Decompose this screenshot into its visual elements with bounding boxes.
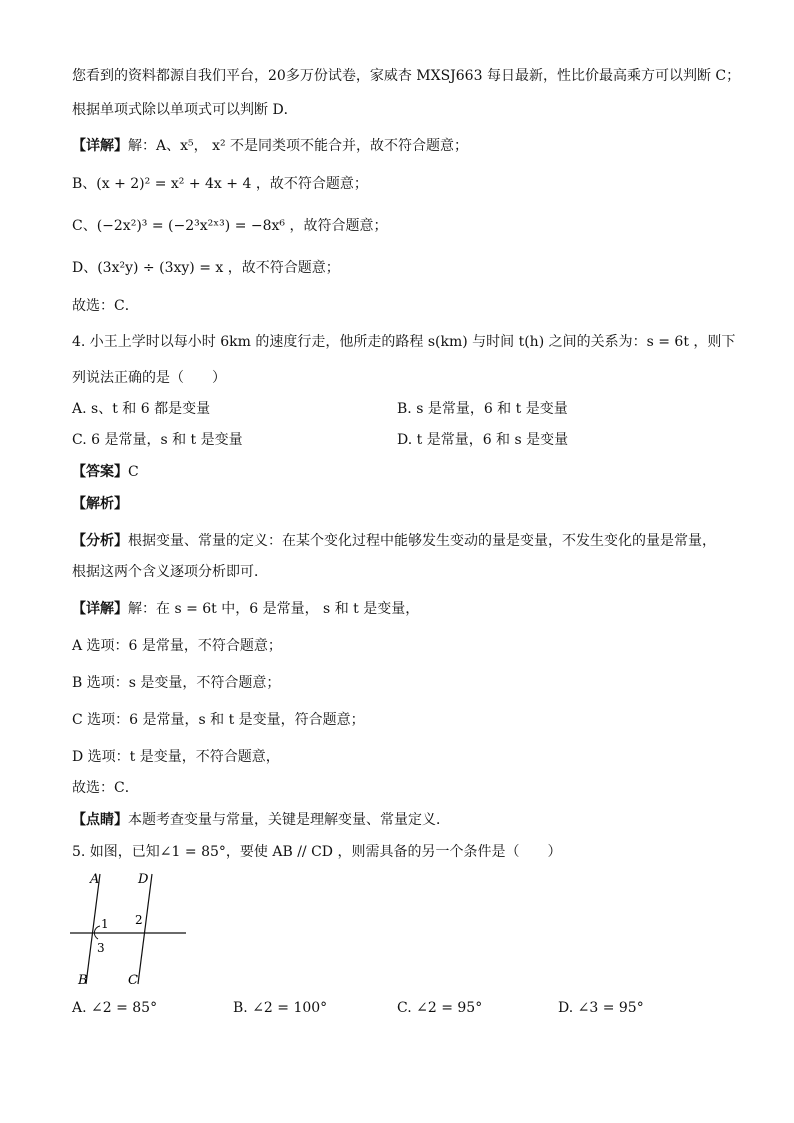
detail-a-text: 解：A、x⁵， x² 不是同类项不能合并，故不符合题意； <box>128 138 469 154</box>
xiangjie-text: 解：在 s = 6t 中，6 是常量， s 和 t 是变量， <box>128 601 420 617</box>
answer-line <box>72 462 139 482</box>
detail-c-line: C、(−2x²)³ = (−2³x²ˣ³) = −8x⁶ ，故符合题意； <box>72 218 388 234</box>
analysis-tag: 【解析】 <box>72 496 128 512</box>
option-a-analysis: A 选项：6 是常量，不符合题意； <box>72 638 282 654</box>
answer-value: C <box>128 464 139 480</box>
line-ab <box>86 874 100 984</box>
option-c-analysis: C 选项：6 是常量，s 和 t 是变量，符合题意； <box>72 712 365 728</box>
fenxi-tag: 【分析】 <box>72 533 128 549</box>
q4-option-a: A. s、t 和 6 都是变量 <box>72 401 211 417</box>
q4-option-d: D. t 是常量，6 和 s 是变量 <box>397 432 569 448</box>
text-line-2: 根据单项式除以单项式可以判断 D． <box>72 102 298 118</box>
detail-d-line: D、(3x²y) ÷ (3xy) = x ，故不符合题意； <box>72 260 340 276</box>
label-a: A <box>90 872 100 887</box>
q5-option-b: B. ∠2 = 100° <box>233 1000 328 1016</box>
xiangjie-line <box>72 599 419 619</box>
option-b-analysis: B 选项：s 是变量，不符合题意； <box>72 675 281 691</box>
answer-tag: 【答案】 <box>72 464 128 480</box>
label-2: 2 <box>135 913 143 927</box>
label-3: 3 <box>97 941 105 955</box>
option-d-analysis: D 选项：t 是变量，不符合题意， <box>72 749 280 765</box>
q5-option-a: A. ∠2 = 85° <box>72 1000 158 1016</box>
analysis-line <box>72 494 128 514</box>
q4-option-c: C. 6 是常量，s 和 t 是变量 <box>72 432 243 448</box>
fenxi-line-1 <box>72 531 716 551</box>
choose-line-2: 故选：C． <box>72 780 139 796</box>
dianjing-tag: 【点睛】 <box>72 812 128 828</box>
detail-a-line <box>72 136 468 156</box>
fenxi-text: 根据变量、常量的定义：在某个变化过程中能够发生变动的量是变量，不发生变化的量是常量， <box>128 533 716 549</box>
detail-tag: 【详解】 <box>72 138 128 154</box>
text-line-1: 您看到的资料都源自我们平台，20多万份试卷，家威杏 MXSJ663 每日最新，性比价最高乘方可以判断 C； <box>72 68 741 84</box>
label-c: C <box>128 973 138 988</box>
parallel-lines-figure <box>70 868 190 990</box>
xiangjie-tag: 【详解】 <box>72 601 128 617</box>
fenxi-line-2: 根据这两个含义逐项分析即可． <box>72 564 268 580</box>
q5-option-d: D. ∠3 = 95° <box>558 1000 644 1016</box>
label-d: D <box>138 872 149 887</box>
dianjing-text: 本题考查变量与常量，关键是理解变量、常量定义． <box>128 812 450 828</box>
question-4-line-1: 4. 小王上学时以每小时 6km 的速度行走，他所走的路程 s(km) 与时间 t(h) 之间的关系为：s = 6t ，则下 <box>72 334 736 350</box>
question-5-line: 5. 如图，已知∠1 = 85°，要使 AB // CD ，则需具备的另一个条件是（ ） <box>72 844 562 860</box>
question-4-line-2: 列说法正确的是（ ） <box>72 370 226 386</box>
choose-line-1: 故选：C． <box>72 298 139 314</box>
q5-option-c: C. ∠2 = 95° <box>397 1000 483 1016</box>
detail-b-line: B、(x + 2)² = x² + 4x + 4 ，故不符合题意； <box>72 176 368 192</box>
label-b: B <box>78 973 88 988</box>
dianjing-line <box>72 810 450 830</box>
label-1: 1 <box>101 917 109 931</box>
line-cd <box>138 874 152 984</box>
q4-option-b: B. s 是常量，6 和 t 是变量 <box>397 401 568 417</box>
